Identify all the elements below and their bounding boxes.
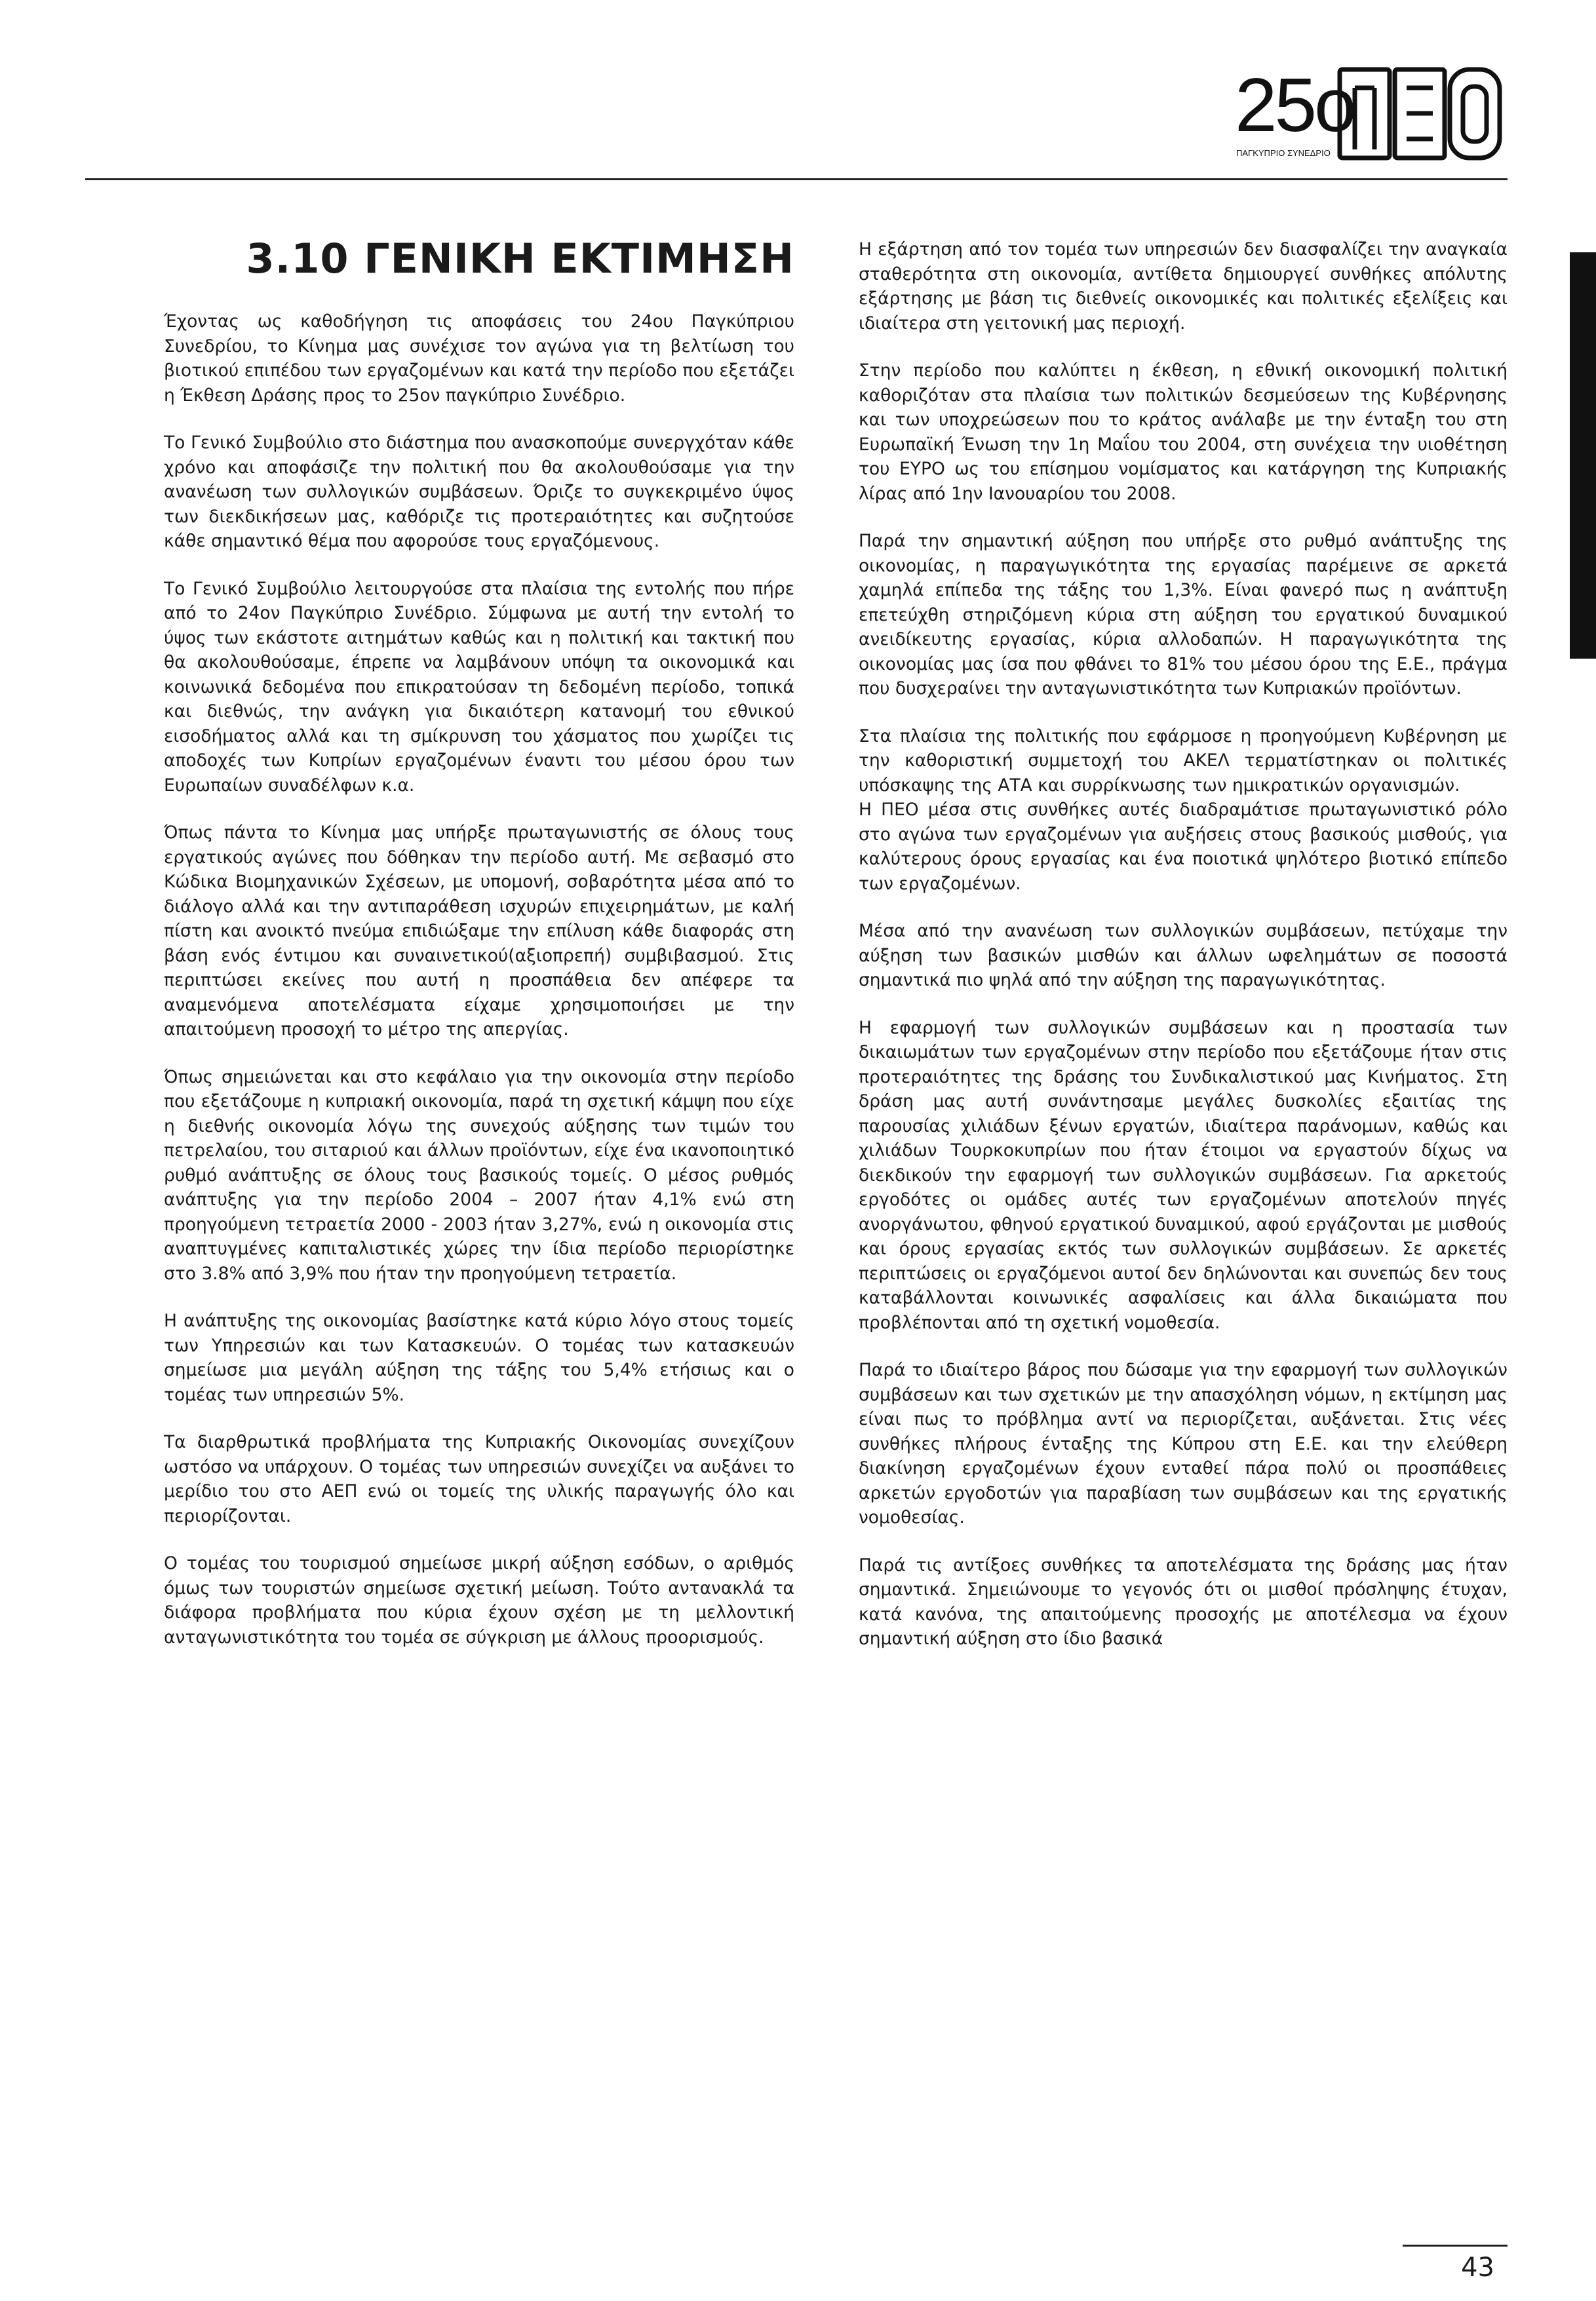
paragraph: Η εξάρτηση από τον τομέα των υπηρεσιών δεν διασφαλίζει την αναγκαία σταθερότητα στη οικονομία, αντίθετα δημιουργεί συνθήκες απόλυτης εξάρτησης με βάση τις διεθνείς οικονομικές και πολιτικές εξελίξεις και ιδιαίτερα στη γειτονική μας περιοχή. <box>859 239 1508 334</box>
paragraph: Παρά τις αντίξοες συνθήκες τα αποτελέσματα της δράσης μας ήταν σημαντικά. Σημειώνουμε το γεγονός ότι οι μισθοί πρόσληψης έτυχαν, κατά κανόνα, της απαιτούμενης προσοχής με αποτέλεσμα να έχουν σημαντική αύξηση στο ίδιο βασικά <box>859 1555 1508 1649</box>
section-edge-tab <box>1570 252 1596 659</box>
page-number: 43 <box>1461 2253 1494 2283</box>
footer-rule <box>1403 2245 1508 2247</box>
paragraph: Τα διαρθρωτικά προβλήματα της Κυπριακής Οικονομίας συνεχίζουν ωστόσο να υπάρχουν. Ο τομέας των υπηρεσιών συνεχίζει να αυξάνει το μερίδιο του στο ΑΕΠ ενώ οι τομείς της υλικής παραγωγής όλο και περιορίζονται. <box>164 1432 794 1526</box>
paragraph: Η ΠΕΟ μέσα στις συνθήκες αυτές διαδραμάτισε πρωταγωνιστικό ρόλο στο αγώνα των εργαζομένων για αυξήσεις στους βασικούς μισθούς, για καλύτερους όρους εργασίας και ένα ποιοτικά ψηλότερο βιοτικό επίπεδο των εργαζομένων. <box>859 800 1508 894</box>
paragraph: Μέσα από την ανανέωση των συλλογικών συμβάσεων, πετύχαμε την αύξηση των βασικών μισθών και άλλων ωφελημάτων σε ποσοστά σημαντικά πιο ψηλά από την αύξηση της παραγωγικότητας. <box>859 921 1508 990</box>
logo-caption: ΠΑΓΚΥΠΡΙΟ ΣΥΝΕΔΡΙΟ <box>1236 148 1331 158</box>
left-text-column <box>164 309 794 1673</box>
paragraph: Το Γενικό Συμβούλιο λειτουργούσε στα πλαίσια της εντολής που πήρε από το 24ον Παγκύπριο Συνέδριο. Σύμφωνα με αυτή την εντολή το ύψος των εκάστοτε αιτημάτων καθώς και η πολιτική και τακτική που θα ακολουθούσαμε, έπρεπε να λαμβάνουν υπόψη τα οικονομικά και κοινωνικά δεδομένα που επικρατούσαν τη δεδομένη περίοδο, τοπικά και διεθνώς, την ανάγκη για δικαιότερη κατανομή του εθνικού εισοδήματος αλλά και τη σμίκρυνση του χάσματος που χωρίζει τις αποδοχές των Κυπρίων εργαζομένων έναντι του μέσου όρου των Ευρωπαίων συναδέλφων κ.α. <box>164 578 794 796</box>
paragraph: Το Γενικό Συμβούλιο στο διάστημα που ανασκοπούμε συνεργχόταν κάθε χρόνο και αποφάσιζε την πολιτική που θα ακολουθούσαμε για την ανανέωση των συλλογικών συμβάσεων. Όριζε το συγκεκριμένο ύψος των διεκδικήσεων μας, καθόριζε τις προτεραιότητες και συζητούσε κάθε σημαντικό θέμα που αφορούσε τους εργαζόμενους. <box>164 433 794 551</box>
logo-acronym-mark <box>1340 69 1500 158</box>
section-heading: 3.10 ΓΕΝΙΚΗ ΕΚΤΙΜΗΣΗ <box>246 235 794 282</box>
paragraph: Η ανάπτυξης της οικονομίας βασίστηκε κατά κύριο λόγο στους τομείς των Υπηρεσιών και των Κατασκευών. Ο τομέας των κατασκευών σημείωσε μια μεγάλη αύξηση της τάξης του 5,4% ετήσιως και ο τομέας των υπηρεσιών 5%. <box>164 1311 794 1405</box>
paragraph: Έχοντας ως καθοδήγηση τις αποφάσεις του 24ου Παγκύπριου Συνεδρίου, το Κίνημα μας συνέχισε τον αγώνα για τη βελτίωση του βιοτικού επιπέδου των εργαζομένων και κατά την περίοδο που εξετάζει η Έκθεση Δράσης προς το 25ον παγκύπριο Συνέδριο. <box>164 311 794 406</box>
paragraph: Η εφαρμογή των συλλογικών συμβάσεων και η προστασία των δικαιωμάτων των εργαζομένων στην περίοδο που εξετάζουμε ήταν στις προτεραιότητες της δράσης του Συνδικαλιστικού μας Κινήματος. Στη δράση μας αυτή συνάντησαμε μεγάλες δυσκολίες εξαιτίας της παρουσίας χιλιάδων ξένων εργατών, ιδιαίτερα παράνομων, καθώς και χιλιάδων Τουρκοκυπρίων που ήταν έτοιμοι να εργαστούν δίχως να διεκδικούν την εφαρμογή των συλλογικών συμβάσεων. Για αρκετούς εργοδότες οι ομάδες αυτές των εργαζομένων αποτελούν πηγές ανοργάνωτου, φθηνού εργατικού δυναμικού, αφού εργάζονται με μισθούς και όρους εργασίας εκτός των συλλογικών συμβάσεων. Σε αρκετές περιπτώσεις οι εργαζόμενοι αυτοί δεν δηλώνονται και συνεπώς δεν τους καταβάλλονται κοινωνικές ασφαλίσεις και άλλα δικαιώματα που προβλέπονται από τη σχετική νομοθεσία. <box>859 1017 1508 1333</box>
logo-number: 25o <box>1235 62 1354 147</box>
paragraph: Ο τομέας του τουρισμού σημείωσε μικρή αύξηση εσόδων, ο αριθμός όμως των τουριστών σημείωσε σχετική μείωση. Τούτο αντανακλά τα διάφορα προβλήματα που κύρια έχουν σχέση με τη μελλοντική ανταγωνιστικότητα του τομέα σε σύγκριση με άλλους προορισμούς. <box>164 1553 794 1648</box>
paragraph: Όπως πάντα το Κίνημα μας υπήρξε πρωταγωνιστής σε όλους τους εργατικούς αγώνες που δόθηκαν την περίοδο αυτή. Με σεβασμό στο Κώδικα Βιομηχανικών Σχέσεων, με υπομονή, σοβαρότητα μέσα από το διάλογο αλλά και την αντιπαράθεση ισχυρών επιχειρημάτων, με καλή πίστη και ανοικτό πνεύμα επιδιώξαμε την επίλυση κάθε διαφοράς στη βάση ενός έντιμου και συναινετικού(αξιοπρεπή) συμβιβασμού. Στις περιπτώσει εκείνες που αυτή η προσπάθεια δεν απέφερε τα αναμενόμενα αποτελέσματα είχαμε χρησιμοποιήσει με την απαιτούμενη προσοχή το μέτρο της απεργίας. <box>164 822 794 1039</box>
paragraph: Στην περίοδο που καλύπτει η έκθεση, η εθνική οικονομική πολιτική καθοριζόταν στα πλαίσια των πολιτικών δεσμεύσεων της Κυβέρνησης και των υποχρεώσεων που το κράτος ανάλαβε με την ένταξη του στη Ευρωπαϊκή Ένωση την 1η Μαΐου του 2004, στη συνέχεια την υιοθέτηση του ΕΥΡΟ ως του επίσημου νομίσματος και κατάργηση της Κυπριακής λίρας από 1ην Ιανουαρίου του 2008. <box>859 360 1508 504</box>
peo-logo-graphic <box>1232 58 1508 169</box>
header-rule <box>85 178 1508 180</box>
paragraph: Παρά το ιδιαίτερο βάρος που δώσαμε για την εφαρμογή των συλλογικών συμβάσεων και των σχετικών με την απασχόληση νόμων, η εκτίμηση μας είναι πως το πρόβλημα αντί να περιορίζεται, αυξάνεται. Στις νέες συνθήκες πλήρους ένταξης της Κύπρου στη Ε.Ε. και την ελεύθερη διακίνηση εργαζομένων έχουν ενταθεί πάρα πολύ οι προσπάθειες αρκετών εργοδοτών για παραβίαση των συμβάσεων και της εργατικής νομοθεσίας. <box>859 1360 1508 1528</box>
paragraph: Όπως σημειώνεται και στο κεφάλαιο για την οικονομία στην περίοδο που εξετάζουμε η κυπριακή οικονομία, παρά τη σχετική κάμψη που είχε η διεθνής οικονομία λόγω της συνεχούς αύξησης των τιμών του πετρελαίου, του σιταριού και άλλων προϊόντων, είχε ένα ικανοποιητικό ρυθμό ανάπτυξης σε όλους τους βασικούς τομείς. Ο μέσος ρυθμός ανάπτυξης για την περίοδο 2004 – 2007 ήταν 4,1% ενώ στη προηγούμενη τετραετία 2000 - 2003 ήταν 3,27%, ενώ η οικονομία στις αναπτυγμένες καπιταλιστικές χώρες την ίδια περίοδο περιορίστηκε στο 3.8% από 3,9% που ήταν την προηγούμενη τετραετία. <box>164 1066 794 1284</box>
congress-logo <box>1232 58 1508 169</box>
paragraph: Στα πλαίσια της πολιτικής που εφάρμοσε η προηγούμενη Κυβέρνηση με την καθοριστική συμμετοχή του ΑΚΕΛ τερματίστηκαν οι πολιτικές υπόσκαψης της ΑΤΑ και συρρίκνωσης των ημικρατικών οργανισμών. <box>859 725 1508 796</box>
paragraph: Παρά την σημαντική αύξηση που υπήρξε στο ρυθμό ανάπτυξης της οικονομίας, η παραγωγικότητα της εργασίας παρέμεινε σε αρκετά χαμηλά επίπεδα της τάξης του 1,3%. Είναι φανερό πως η ανάπτυξη επετεύχθη στηριζόμενη κύρια στη αύξηση του εργατικού δυναμικού ανειδίκευτης εργασίας, κύρια αλλοδαπών. Η παραγωγικότητα της οικονομίας μας ίσα που φθάνει το 81% του μέσου όρου της Ε.Ε., πράγμα που δυσχεραίνει την ανταγωνιστικότητα των Κυπριακών προϊόντων. <box>859 531 1508 699</box>
right-text-column <box>859 237 1508 1674</box>
